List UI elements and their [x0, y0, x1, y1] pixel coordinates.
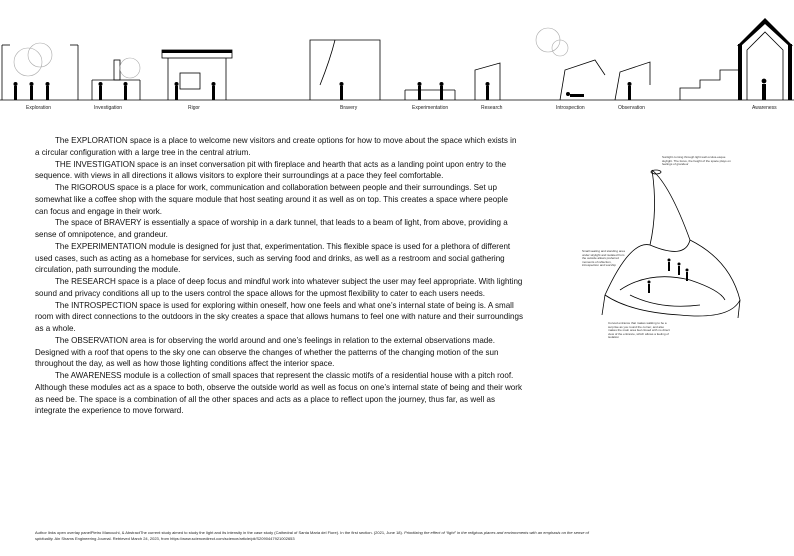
label-introspection: Introspection	[556, 105, 585, 111]
footer-citation	[35, 530, 765, 541]
diagram-note-bottom: Curved entrance that makes walking to be a surprise as you round the corner, and also makes the main area feel closed with no direct view of the entrance, which allows a feeling of isolation	[608, 321, 670, 340]
label-research: Research	[481, 105, 503, 111]
body-text	[35, 135, 523, 417]
label-observation: Observation	[618, 105, 645, 111]
label-investigation: Investigation	[94, 105, 123, 111]
citation-title-continued: spirituality.	[35, 535, 54, 541]
citation-title: Prioritizing the effect of “light” in the religious places and environments with an emphasis on the sense of	[404, 530, 589, 535]
citation-authors: Author links open overlay panelPietro Mancuchi, & AbstractThe current study aimed to study the light and its intensity in the case study (Cathedral of Santa Maria del Fiore). In the first section. (2021, June 18).	[35, 530, 403, 535]
label-experimentation: Experimentation	[412, 105, 449, 111]
label-exploration: Exploration	[26, 105, 52, 111]
citation-source: Ain Shams Engineering Journal. Retrieved March 24, 2023, from https://www.sciencedirect.com/science/article/pii/S2090447921002653	[54, 535, 295, 541]
label-bravery: Bravery	[340, 105, 358, 111]
sequence-elevation-strip	[0, 0, 794, 120]
paragraph-rigorous: The RIGOROUS space is a place for work, communication and collaboration between people and their surroundings. Set up somewhat like a coffee shop with the square module that host seating around it as well as on top. This creates a space where people can focus and engage in their work.	[35, 183, 508, 216]
label-awareness: Awareness	[752, 105, 777, 111]
paragraph-experimentation: The EXPERIMENTATION module is designed for just that, experimentation. This flexible space is used for a plethora of different used cases, such as acting as a homebase for services, such as serving food and drinks, as well as a restroom and social gathering circulation, path surrounding the module.	[35, 241, 511, 275]
paragraph-introspection: The INTROSPECTION space is used for exploring within oneself, how one feels and what one’s internal state of being is. A small room with direct connections to the outdoors in the sky creates a space that allows humans to feel one with nature and their surroundings as a whole.	[35, 300, 524, 333]
label-rigor: Rigor	[188, 105, 200, 111]
bravery-axonometric-diagram	[582, 150, 750, 365]
paragraph-exploration: The EXPLORATION space is a place to welcome new visitors and create options for how to move about the space which exists in a circular configuration with a large tree in the central atrium.	[35, 136, 517, 157]
paragraph-bravery: The space of BRAVERY is essentially a space of worship in a dark tunnel, that leads to a beam of light, from above, providing a sense of omnipotence, and grandeur.	[35, 218, 508, 239]
paragraph-investigation: THE INVESTIGATION space is an inset conversation pit with fireplace and hearth that acts as a landing point upon entry to the sequence. with views in all directions it allows visitors to explore their surroundings at a pace they feel comfortable.	[35, 159, 507, 181]
diagram-note-left: Small seating and standing area under skylight and isolated from the outside allows preferred moments of reflection, introspection and worship	[582, 249, 625, 268]
paragraph-observation: The OBSERVATION area is for observing the world around and one’s feelings in relation to the external observations made. Designed with a roof that opens to the sky one can observe the changes of whether the patterns of the changing motion of the sun throughout the day, as well as how those lighting conditions affect the interior space.	[35, 335, 499, 369]
diagram-note-top: Sunlight coming through light well oculus-esque skylight. The focus, the height of the space plays on feelings of grandeur	[662, 155, 731, 167]
paragraph-research: The RESEARCH space is a place of deep focus and mindful work into whatever subject the user may feel appropriate. With lighting sound and privacy conditions all up to the users control the space allows for the upmost flexibility to cater to each users needs.	[35, 277, 523, 298]
paragraph-awareness: The AWARENESS module is a collection of small spaces that represent the classic motifs of a residential house with a pitch roof. Although these modules act as a space to both, observe the outside world as well as focus on one’s internal state of being and their work as need be. The space is a combination of all the other spaces and acts as a place to reflect upon the journey, thus far, as well as integrate the experience to move forward.	[35, 371, 522, 416]
